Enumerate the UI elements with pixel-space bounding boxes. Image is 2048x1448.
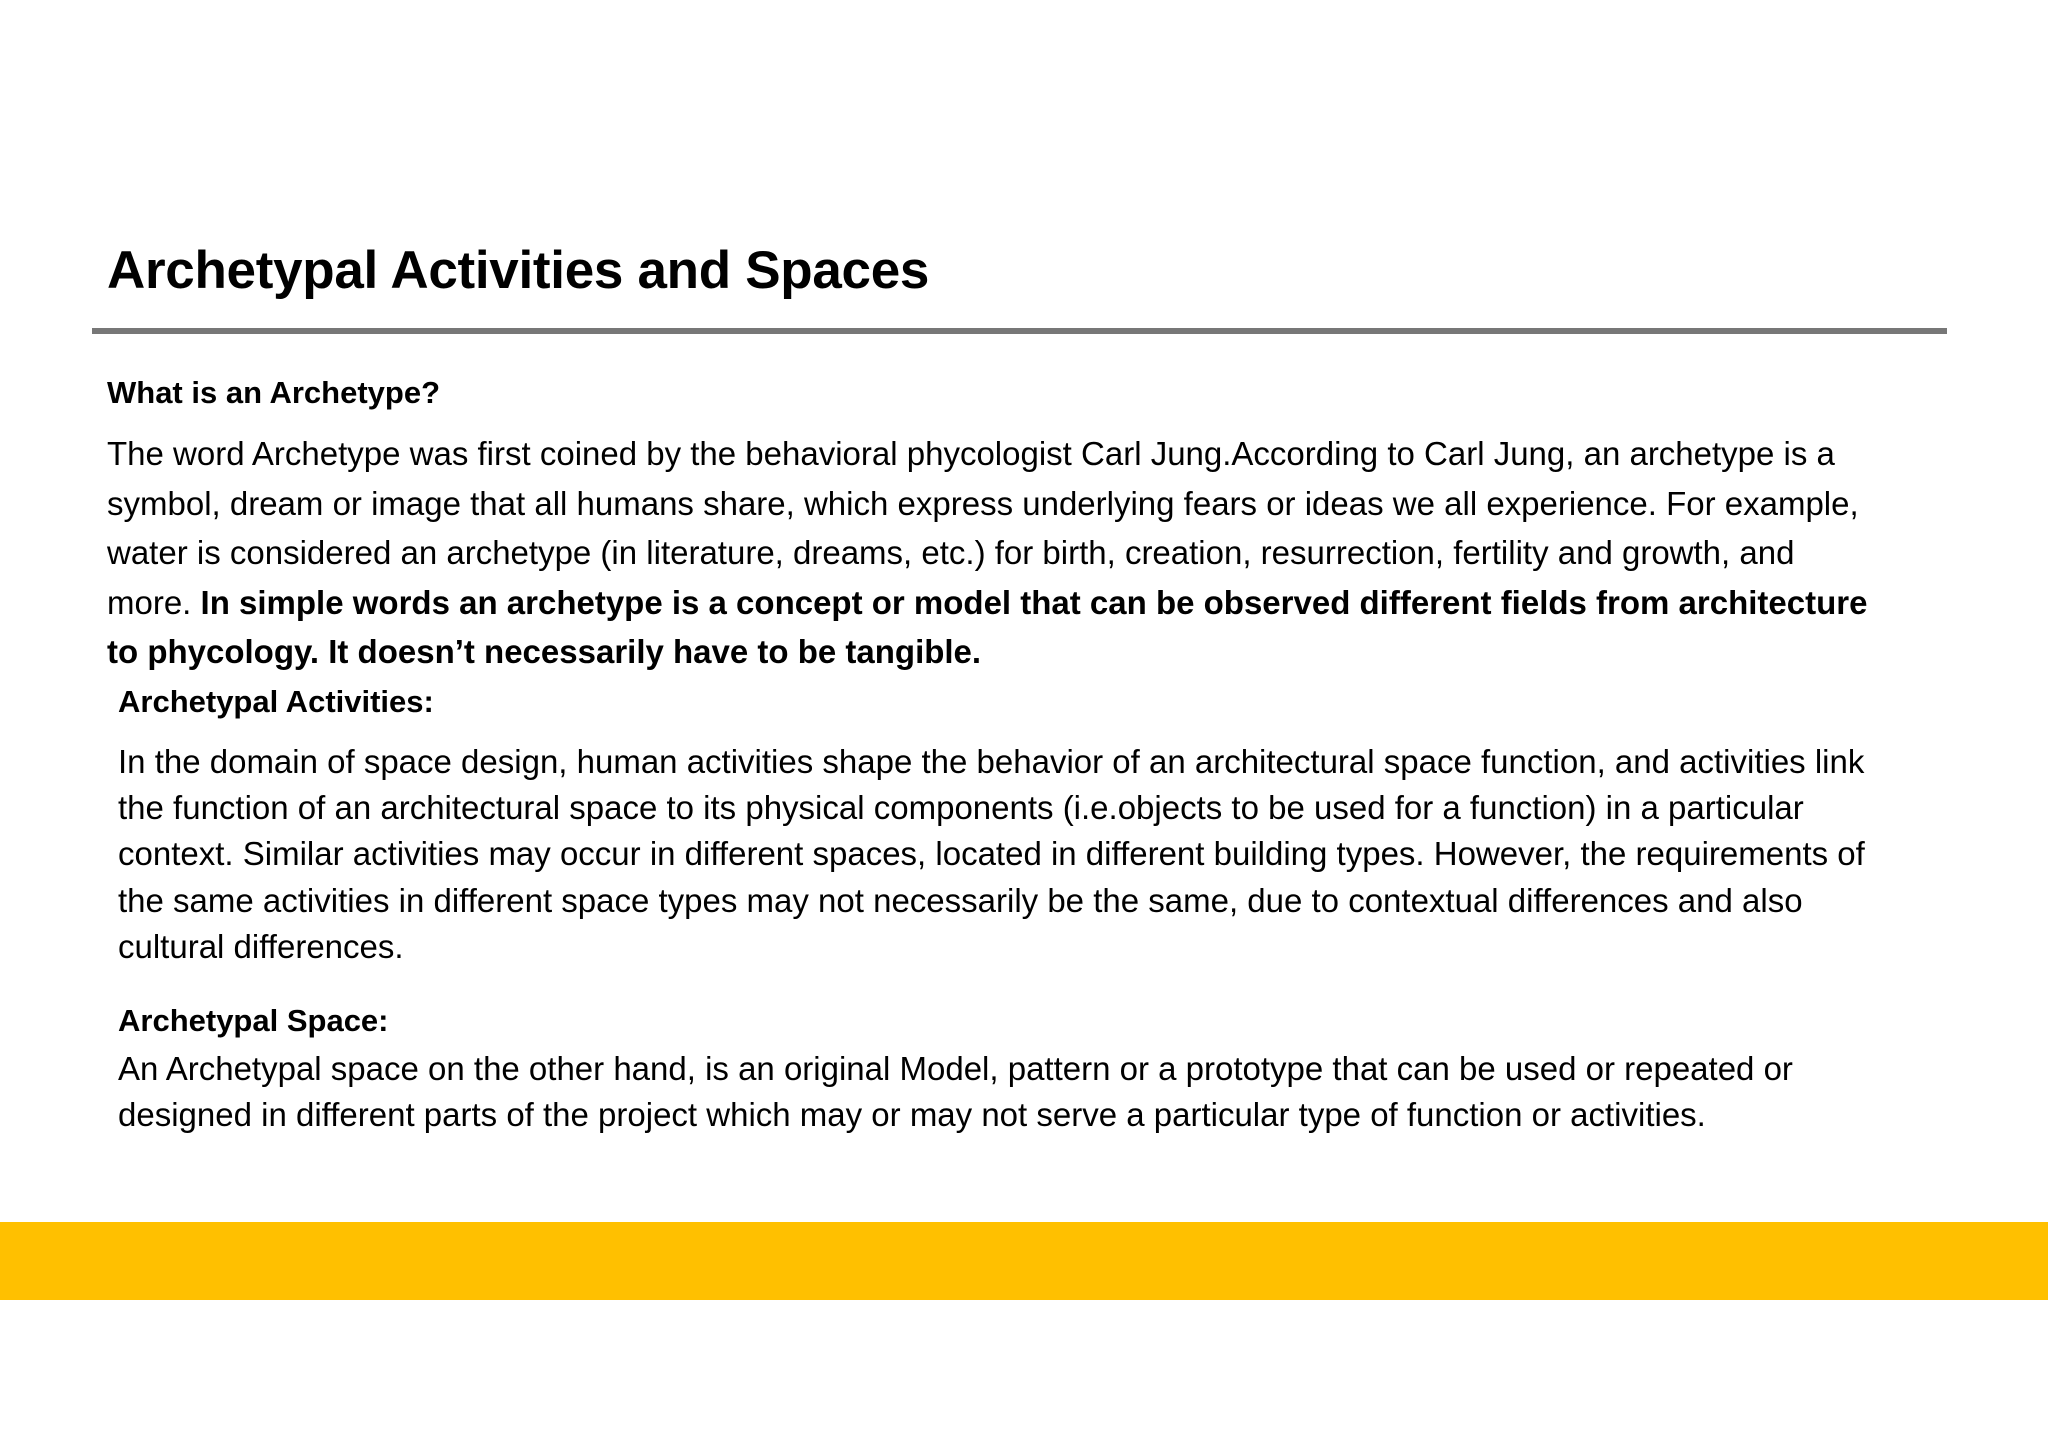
section-heading-archetype: What is an Archetype? [107, 375, 441, 410]
footer-accent-bar [0, 1222, 2048, 1300]
section-heading-space: Archetypal Space: [118, 1003, 389, 1038]
section-body-space: An Archetypal space on the other hand, is an original Model, pattern or a prototype that can be used or repeated or designed in different parts of the project which may or may not serve a particular type of function or activities. [118, 1050, 1793, 1134]
section-body-activities: In the domain of space design, human activities shape the behavior of an architectural space function, and activities link the function of an architectural space to its physical components (i.e.objects to be used for a function) in a particular context. Similar activities may occur in different spaces, located in different building types. However, the requirements of the same activities in different space types may not necessarily be the same, due to contextual differences and also cultural differences. [118, 743, 1865, 965]
section-heading-activities: Archetypal Activities: [118, 684, 434, 719]
slide-title: Archetypal Activities and Spaces [107, 241, 930, 300]
section-body-archetype [107, 429, 1887, 677]
title-divider [92, 328, 1947, 334]
archetype-definition-text: The word Archetype was first coined by the behavioral phycologist Carl Jung.According to Carl Jung, an archetype is a symbol, dream or image that all humans share, which express underlying fears or ideas we all experience. For example, water is considered an archetype (in literature, dreams, etc.) for birth, creation, resurrection, fertility and growth, and more. [107, 435, 1859, 621]
archetype-summary-bold: In simple words an archetype is a concept or model that can be observed different fields from architecture to phycology. It doesn’t necessarily have to be tangible. [107, 583, 1868, 670]
